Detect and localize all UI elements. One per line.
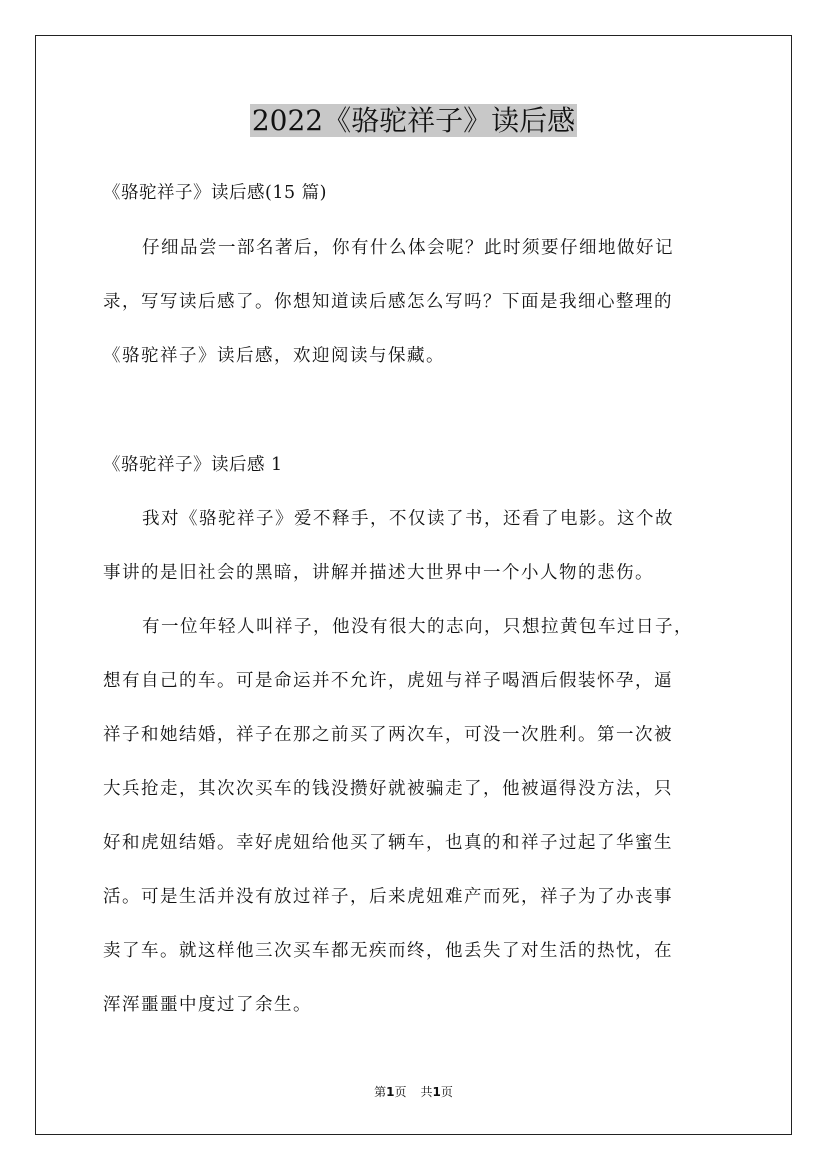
footer-page-prefix: 第 [374, 1085, 387, 1099]
paragraph-line: 有一位年轻人叫祥子，他没有很大的志向，只想拉黄包车过日子， [142, 617, 693, 637]
document-title-text: 2022《骆驼祥子》读后感 [251, 104, 576, 137]
paragraph-line: 大兵抢走，其次次买车的钱没攒好就被骗走了，他被逼得没方法，只 [103, 779, 673, 799]
paragraph-line: 好和虎妞结婚。幸好虎妞给他买了辆车，也真的和祥子过起了华蜜生 [103, 833, 673, 853]
footer-page-number: 1 [386, 1085, 395, 1099]
paragraph-line: 想有自己的车。可是命运并不允许，虎妞与祥子喝酒后假装怀孕，逼 [103, 671, 673, 691]
paragraph-line: 事讲的是旧社会的黑暗，讲解并描述大世界中一个小人物的悲伤。 [103, 563, 654, 583]
paragraph-line: 活。可是生活并没有放过祥子，后来虎妞难产而死，祥子为了办丧事 [103, 887, 673, 907]
section-heading: 《骆驼祥子》读后感 1 [103, 455, 283, 475]
paragraph-line: 我对《骆驼祥子》爱不释手，不仅读了书，还看了电影。这个故 [142, 509, 674, 529]
intro-line: 《骆驼祥子》读后感，欢迎阅读与保藏。 [103, 346, 445, 366]
paragraph-line: 浑浑噩噩中度过了余生。 [103, 995, 312, 1015]
footer-page-suffix: 页 [394, 1085, 407, 1099]
paragraph-line: 卖了车。就这样他三次买车都无疾而终，他丢失了对生活的热忱，在 [103, 941, 673, 961]
paragraph-line: 祥子和她结婚，祥子在那之前买了两次车，可没一次胜利。第一次被 [103, 725, 673, 745]
intro-line: 仔细品尝一部名著后，你有什么体会呢？此时须要仔细地做好记 [142, 238, 674, 258]
intro-line: 录，写写读后感了。你想知道读后感怎么写吗？下面是我细心整理的 [103, 292, 673, 312]
footer-total-prefix: 共 [420, 1085, 433, 1099]
document-subtitle: 《骆驼祥子》读后感(15 篇) [103, 183, 327, 203]
document-title [0, 101, 827, 141]
page-footer [0, 1083, 827, 1101]
footer-total-suffix: 页 [440, 1085, 453, 1099]
footer-total-number: 1 [432, 1085, 441, 1099]
